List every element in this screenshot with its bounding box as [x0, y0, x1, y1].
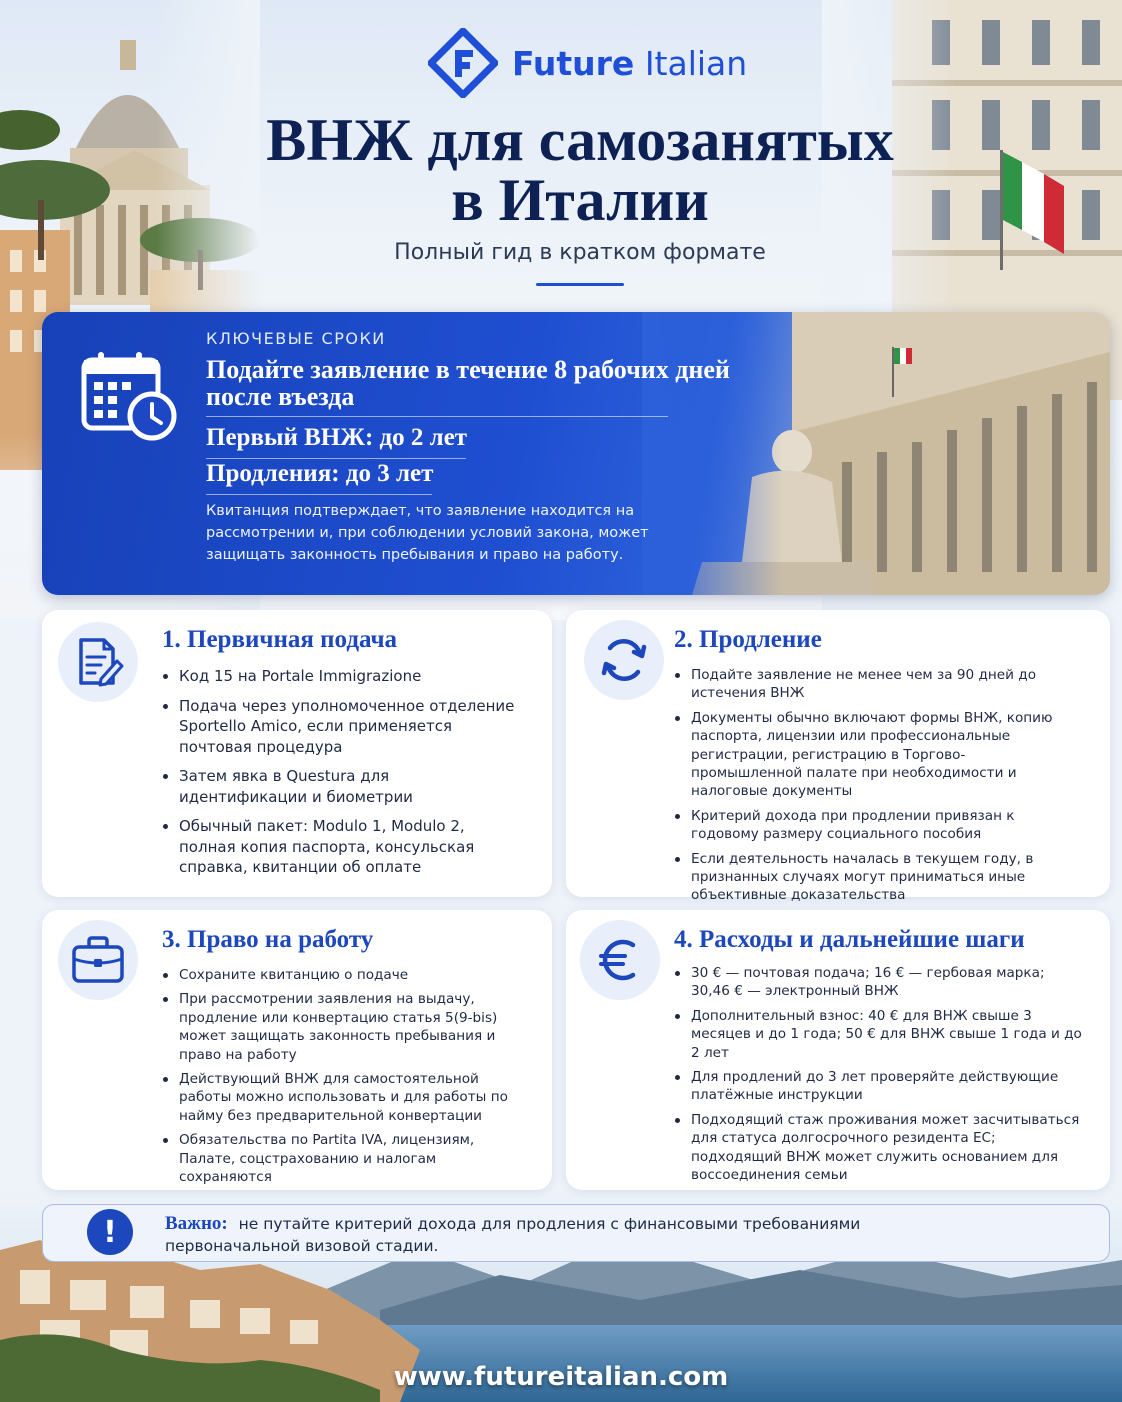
- title-divider: [536, 283, 624, 286]
- renew-arrows-icon: [584, 620, 664, 700]
- brand-name-bold: Future: [512, 43, 635, 83]
- title-line-2: в Италии: [451, 167, 709, 233]
- first-permit-duration: Первый ВНЖ: до 2 лет: [206, 424, 468, 451]
- initial-filing-list: [162, 666, 522, 887]
- right-to-work-list: [162, 966, 524, 1192]
- key-dates-banner: [42, 312, 1110, 595]
- receipt-note: Квитанция подтверждает, что заявление находится на рассмотрении и, при соблюдении условий закона, может защищать законность пребывания и право на работу.: [206, 503, 649, 563]
- list-item: Для продлений до 3 лет проверяйте действующие платёжные инструкции: [674, 1068, 1084, 1105]
- list-item: При рассмотрении заявления на выдачу, продление или конвертацию статья 5(9-bis) может защищать законность пребывания и право на работу: [162, 990, 524, 1064]
- card-right-to-work: [42, 910, 552, 1190]
- euro-icon: [580, 920, 660, 1000]
- list-item: Если деятельность началась в текущем году, в признанных случаях могут приниматься иные объективные доказательства: [674, 850, 1074, 905]
- banner-divider: [206, 416, 668, 417]
- diamond-f-logo-icon: [428, 28, 498, 98]
- exclamation-icon: !: [87, 1209, 133, 1255]
- brand-name: [512, 44, 747, 83]
- important-notice: [42, 1204, 1110, 1262]
- first-permit-underline: [206, 458, 466, 459]
- list-item: Затем явка в Questura для идентификации и биометрии: [162, 766, 522, 807]
- important-text-block: [165, 1213, 925, 1257]
- list-item: Подайте заявление не менее чем за 90 дней до истечения ВНЖ: [674, 666, 1074, 703]
- important-label: Важно:: [165, 1213, 228, 1234]
- title-line-1: ВНЖ для самозанятых: [266, 107, 894, 173]
- list-item: Подходящий стаж проживания может засчитываться для статуса долгосрочного резидента ЕС; подходящий ВНЖ может служить основанием для воссоединения семьи: [674, 1111, 1084, 1185]
- renewal-list: [674, 666, 1074, 911]
- brand-logo[interactable]: [428, 28, 747, 98]
- list-item: Код 15 на Portale Immigrazione: [162, 666, 522, 687]
- calendar-clock-icon: [80, 348, 180, 444]
- card-right-to-work-title: 3. Право на работу: [162, 926, 374, 953]
- briefcase-icon: [58, 920, 138, 1000]
- card-costs-next-steps: [566, 910, 1110, 1190]
- card-initial-filing-title: 1. Первичная подача: [162, 626, 398, 653]
- important-text: не путайте критерий дохода для продления с финансовыми требованиями первоначальной визовой стадии.: [165, 1215, 861, 1255]
- document-pen-icon: [58, 622, 138, 702]
- costs-list: [674, 964, 1084, 1190]
- key-dates-headline: Подайте заявление в течение 8 рабочих дней после въезда: [206, 355, 730, 411]
- card-renewal: [566, 610, 1110, 904]
- card-costs-title: 4. Расходы и дальнейшие шаги: [674, 926, 1025, 953]
- list-item: Обязательства по Partita IVA, лицензиям, Палате, соцстрахованию и налогам сохраняются: [162, 1131, 524, 1186]
- renewal-duration: Продления: до 3 лет: [206, 460, 434, 487]
- page-subtitle: Полный гид в кратком формате: [394, 240, 766, 265]
- card-initial-filing: [42, 610, 552, 897]
- list-item: Документы обычно включают формы ВНЖ, копию паспорта, лицензии или профессиональные регистрации, регистрацию в Торгово-промышленной палате при необходимости и налоговые документы: [674, 709, 1074, 801]
- list-item: Дополнительный взнос: 40 € для ВНЖ свыше 3 месяцев и до 1 года; 50 € для ВНЖ свыше 1 года и до 2 лет: [674, 1007, 1084, 1062]
- renewal-underline: [206, 494, 432, 495]
- list-item: Обычный пакет: Modulo 1, Modulo 2, полная копия паспорта, консульская справка, квитанции об оплате: [162, 816, 522, 878]
- card-renewal-title: 2. Продление: [674, 626, 822, 653]
- brand-name-regular: Italian: [644, 43, 748, 83]
- list-item: 30 € — почтовая подача; 16 € — гербовая марка; 30,46 € — электронный ВНЖ: [674, 964, 1084, 1001]
- list-item: Критерий дохода при продлении привязан к годовому размеру социального пособия: [674, 807, 1074, 844]
- page-title: [160, 107, 1000, 233]
- key-dates-label: КЛЮЧЕВЫЕ СРОКИ: [206, 329, 386, 348]
- website-link[interactable]: www.futureitalian.com: [393, 1362, 729, 1392]
- list-item: Действующий ВНЖ для самостоятельной работы можно использовать и для работы по найму без предварительной конвертации: [162, 1070, 524, 1125]
- list-item: Подача через уполномоченное отделение Sportello Amico, если применяется почтовая процедура: [162, 696, 522, 758]
- list-item: Сохраните квитанцию о подаче: [162, 966, 524, 984]
